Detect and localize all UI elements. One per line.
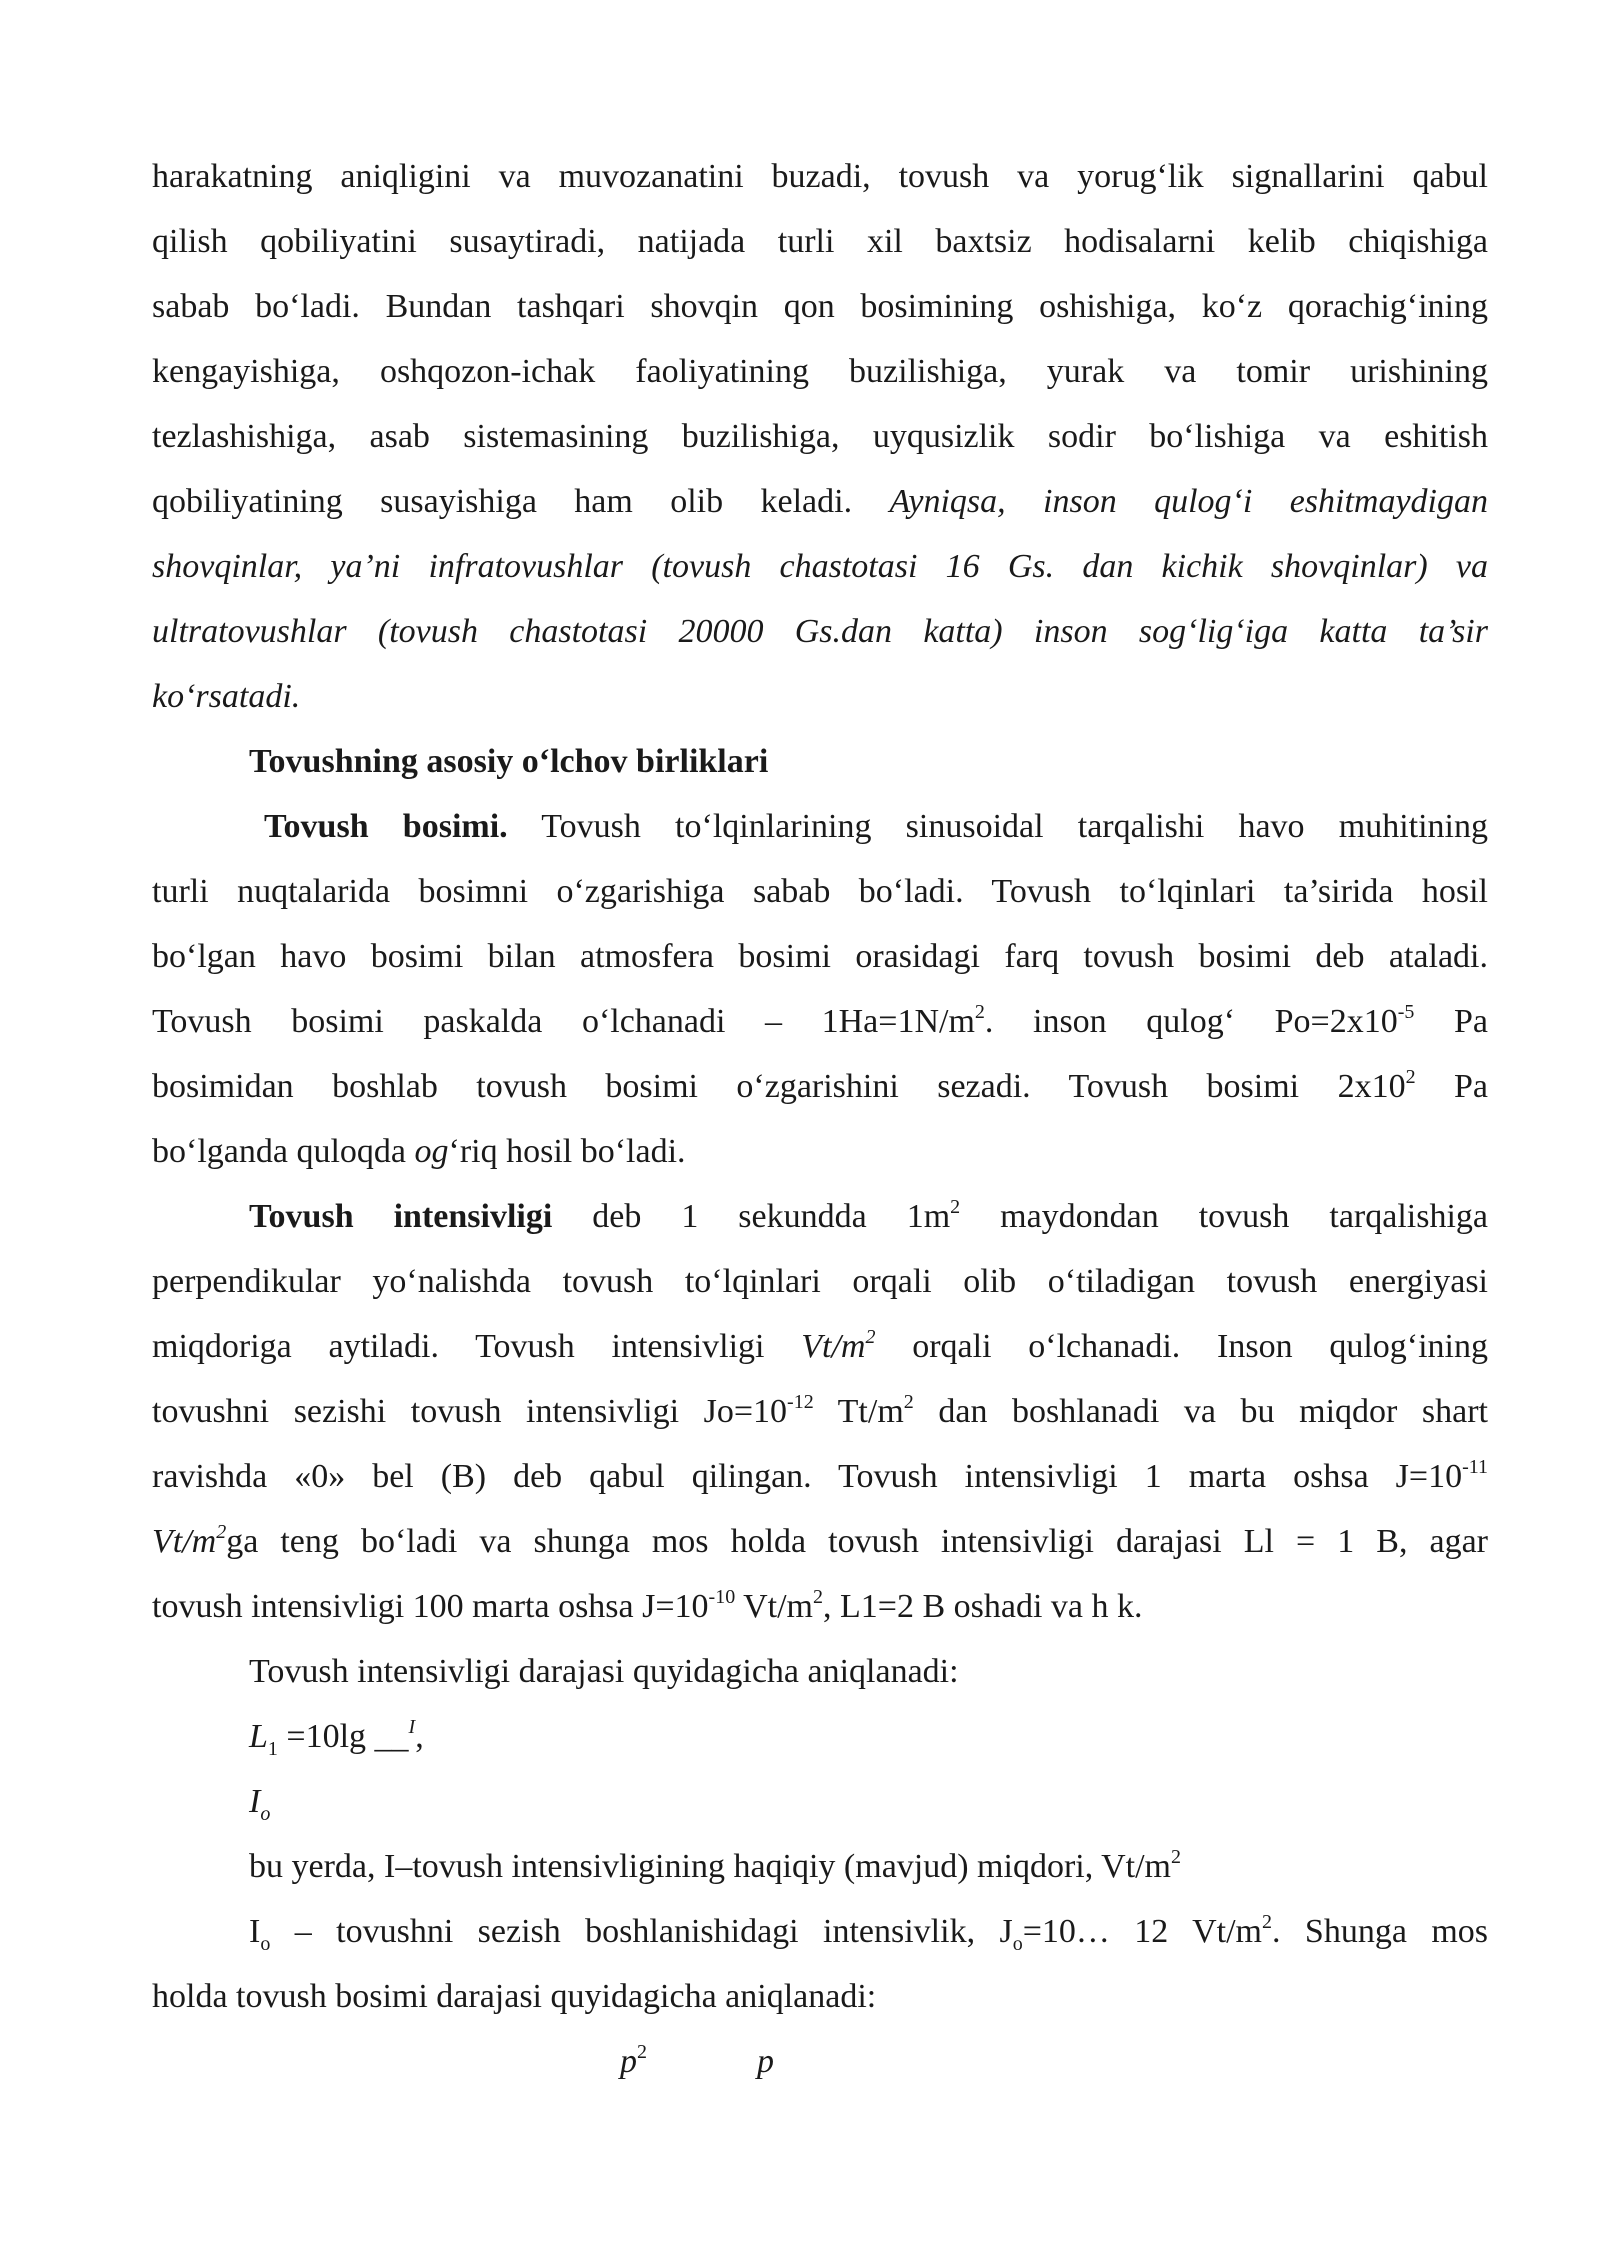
paragraph-line: bu yerda, I–tovush intensivligining haqiqiy (mavjud) miqdori, $Vt/m^2$ bbox=[249, 1846, 1182, 1885]
paragraph-line: miqdoriga aytiladi. Tovush intensivligi $Vt/m^2$ orqali o‘lchanadi. Inson qulog‘ining bbox=[152, 1326, 1488, 1365]
paragraph-line bbox=[152, 599, 1488, 664]
paragraph-line: qilish qobiliyatini susaytiradi, natijada turli xil baxtsiz hodisalarni kelib chiqishiga bbox=[152, 223, 1488, 260]
paragraph-line: tezlashishiga, asab sistemasining buzilishiga, uyqusizlik sodir bo‘lishiga va eshitish bbox=[152, 418, 1488, 455]
paragraph-line: bo‘lganda quloqda og‘riq hosil bo‘ladi. bbox=[152, 1133, 686, 1170]
paragraph-line: Tovush bosimi paskalda o‘lchanadi – $1Ha=1N/m^2$. inson qulog‘ $Po=2x10^{-5}$ Pa bbox=[152, 1001, 1489, 1040]
italic-text: ultratovushlar (tovush chastotasi 20000 Gs.dan katta) inson sog‘lig‘iga katta ta’sir bbox=[152, 613, 1488, 650]
paragraph-line: Tovush intensivligi deb 1 sekundda $1m^2$ maydondan tovush tarqalishiga bbox=[249, 1196, 1488, 1235]
section-heading: Tovushning asosiy o‘lchov birliklari bbox=[249, 743, 769, 780]
paragraph-line: holda tovush bosimi darajasi quyidagicha aniqlanadi: bbox=[152, 1978, 877, 2015]
paragraph-line: kengayishiga, oshqozon-ichak faoliyatining buzilishiga, yurak va tomir urishining bbox=[152, 353, 1488, 390]
paragraph-line: sabab bo‘ladi. Bundan tashqari shovqin qon bosimining oshishiga, ko‘z qorachig‘ining bbox=[152, 288, 1488, 325]
paragraph-line: Tovush intensivligi darajasi quyidagicha aniqlanadi: bbox=[249, 1653, 959, 1690]
formula-line: $L_1 =10\lg$ __$^I$, bbox=[249, 1716, 424, 1760]
paragraph-line: bosimidan boshlab tovush bosimi o‘zgarishini sezadi. Tovush bosimi $2x10^2$ Pa bbox=[152, 1066, 1489, 1105]
paragraph-line: qobiliyatining susayishiga ham olib keladi. Ayniqsa, inson qulog‘i eshitmaydigan bbox=[152, 483, 1489, 520]
formula-line: $p^2$ p bbox=[620, 2041, 774, 2080]
paragraph-line: $I_o$ – tovushni sezish boshlanishidagi intensivlik, $J_o=10\dots$ 12 $Vt/m^2$. Shunga mos bbox=[249, 1911, 1488, 1955]
paragraph-line: tovush intensivligi 100 marta oshsa $J=10^{-10}$ $Vt/m^2$, L1=2 B oshadi va h k. bbox=[152, 1586, 1143, 1625]
paragraph-line: $Vt/m^2ga$ teng bo‘ladi va shunga mos holda tovush intensivligi darajasi Ll = 1 B, agar bbox=[152, 1521, 1488, 1560]
paragraph-line: bo‘lgan havo bosimi bilan atmosfera bosimi orasidagi farq tovush bosimi deb ataladi. bbox=[152, 938, 1488, 975]
italic-text: shovqinlar, ya’ni infratovushlar (tovush chastotasi 16 Gs. dan kichik shovqinlar) va bbox=[152, 548, 1488, 585]
paragraph-line: perpendikular yo‘nalishda tovush to‘lqinlari orqali olib o‘tiladigan tovush energiyasi bbox=[152, 1263, 1488, 1300]
italic-text: ko‘rsatadi. bbox=[152, 678, 301, 715]
paragraph-line: Tovush bosimi. Tovush to‘lqinlarining sinusoidal tarqalishi havo muhitining bbox=[264, 808, 1488, 845]
paragraph-line bbox=[152, 534, 1488, 599]
term-tovush-bosimi: Tovush bosimi. bbox=[264, 808, 508, 845]
paragraph-line: turli nuqtalarida bosimni o‘zgarishiga sabab bo‘ladi. Tovush to‘lqinlari ta’sirida hosil bbox=[152, 873, 1488, 910]
paragraph-line: tovushni sezishi tovush intensivligi $Jo=10^{-12}$ $Tt/m^2$ dan boshlanadi va bu miqdor shart bbox=[152, 1391, 1489, 1430]
italic-text: Ayniqsa, inson qulog‘i eshitmaydigan bbox=[889, 483, 1489, 520]
paragraph-line: harakatning aniqligini va muvozanatini buzadi, tovush va yorug‘lik signallarini qabul bbox=[152, 158, 1488, 195]
formula-line: $I_o$ bbox=[249, 1783, 271, 1825]
term-tovush-intensivligi: Tovush intensivligi bbox=[249, 1198, 553, 1235]
paragraph-line bbox=[152, 664, 1488, 729]
paragraph-line: ravishda «0» bel (B) deb qabul qilingan. Tovush intensivligi 1 marta oshsa $J=10^{-11}$ bbox=[152, 1456, 1488, 1495]
